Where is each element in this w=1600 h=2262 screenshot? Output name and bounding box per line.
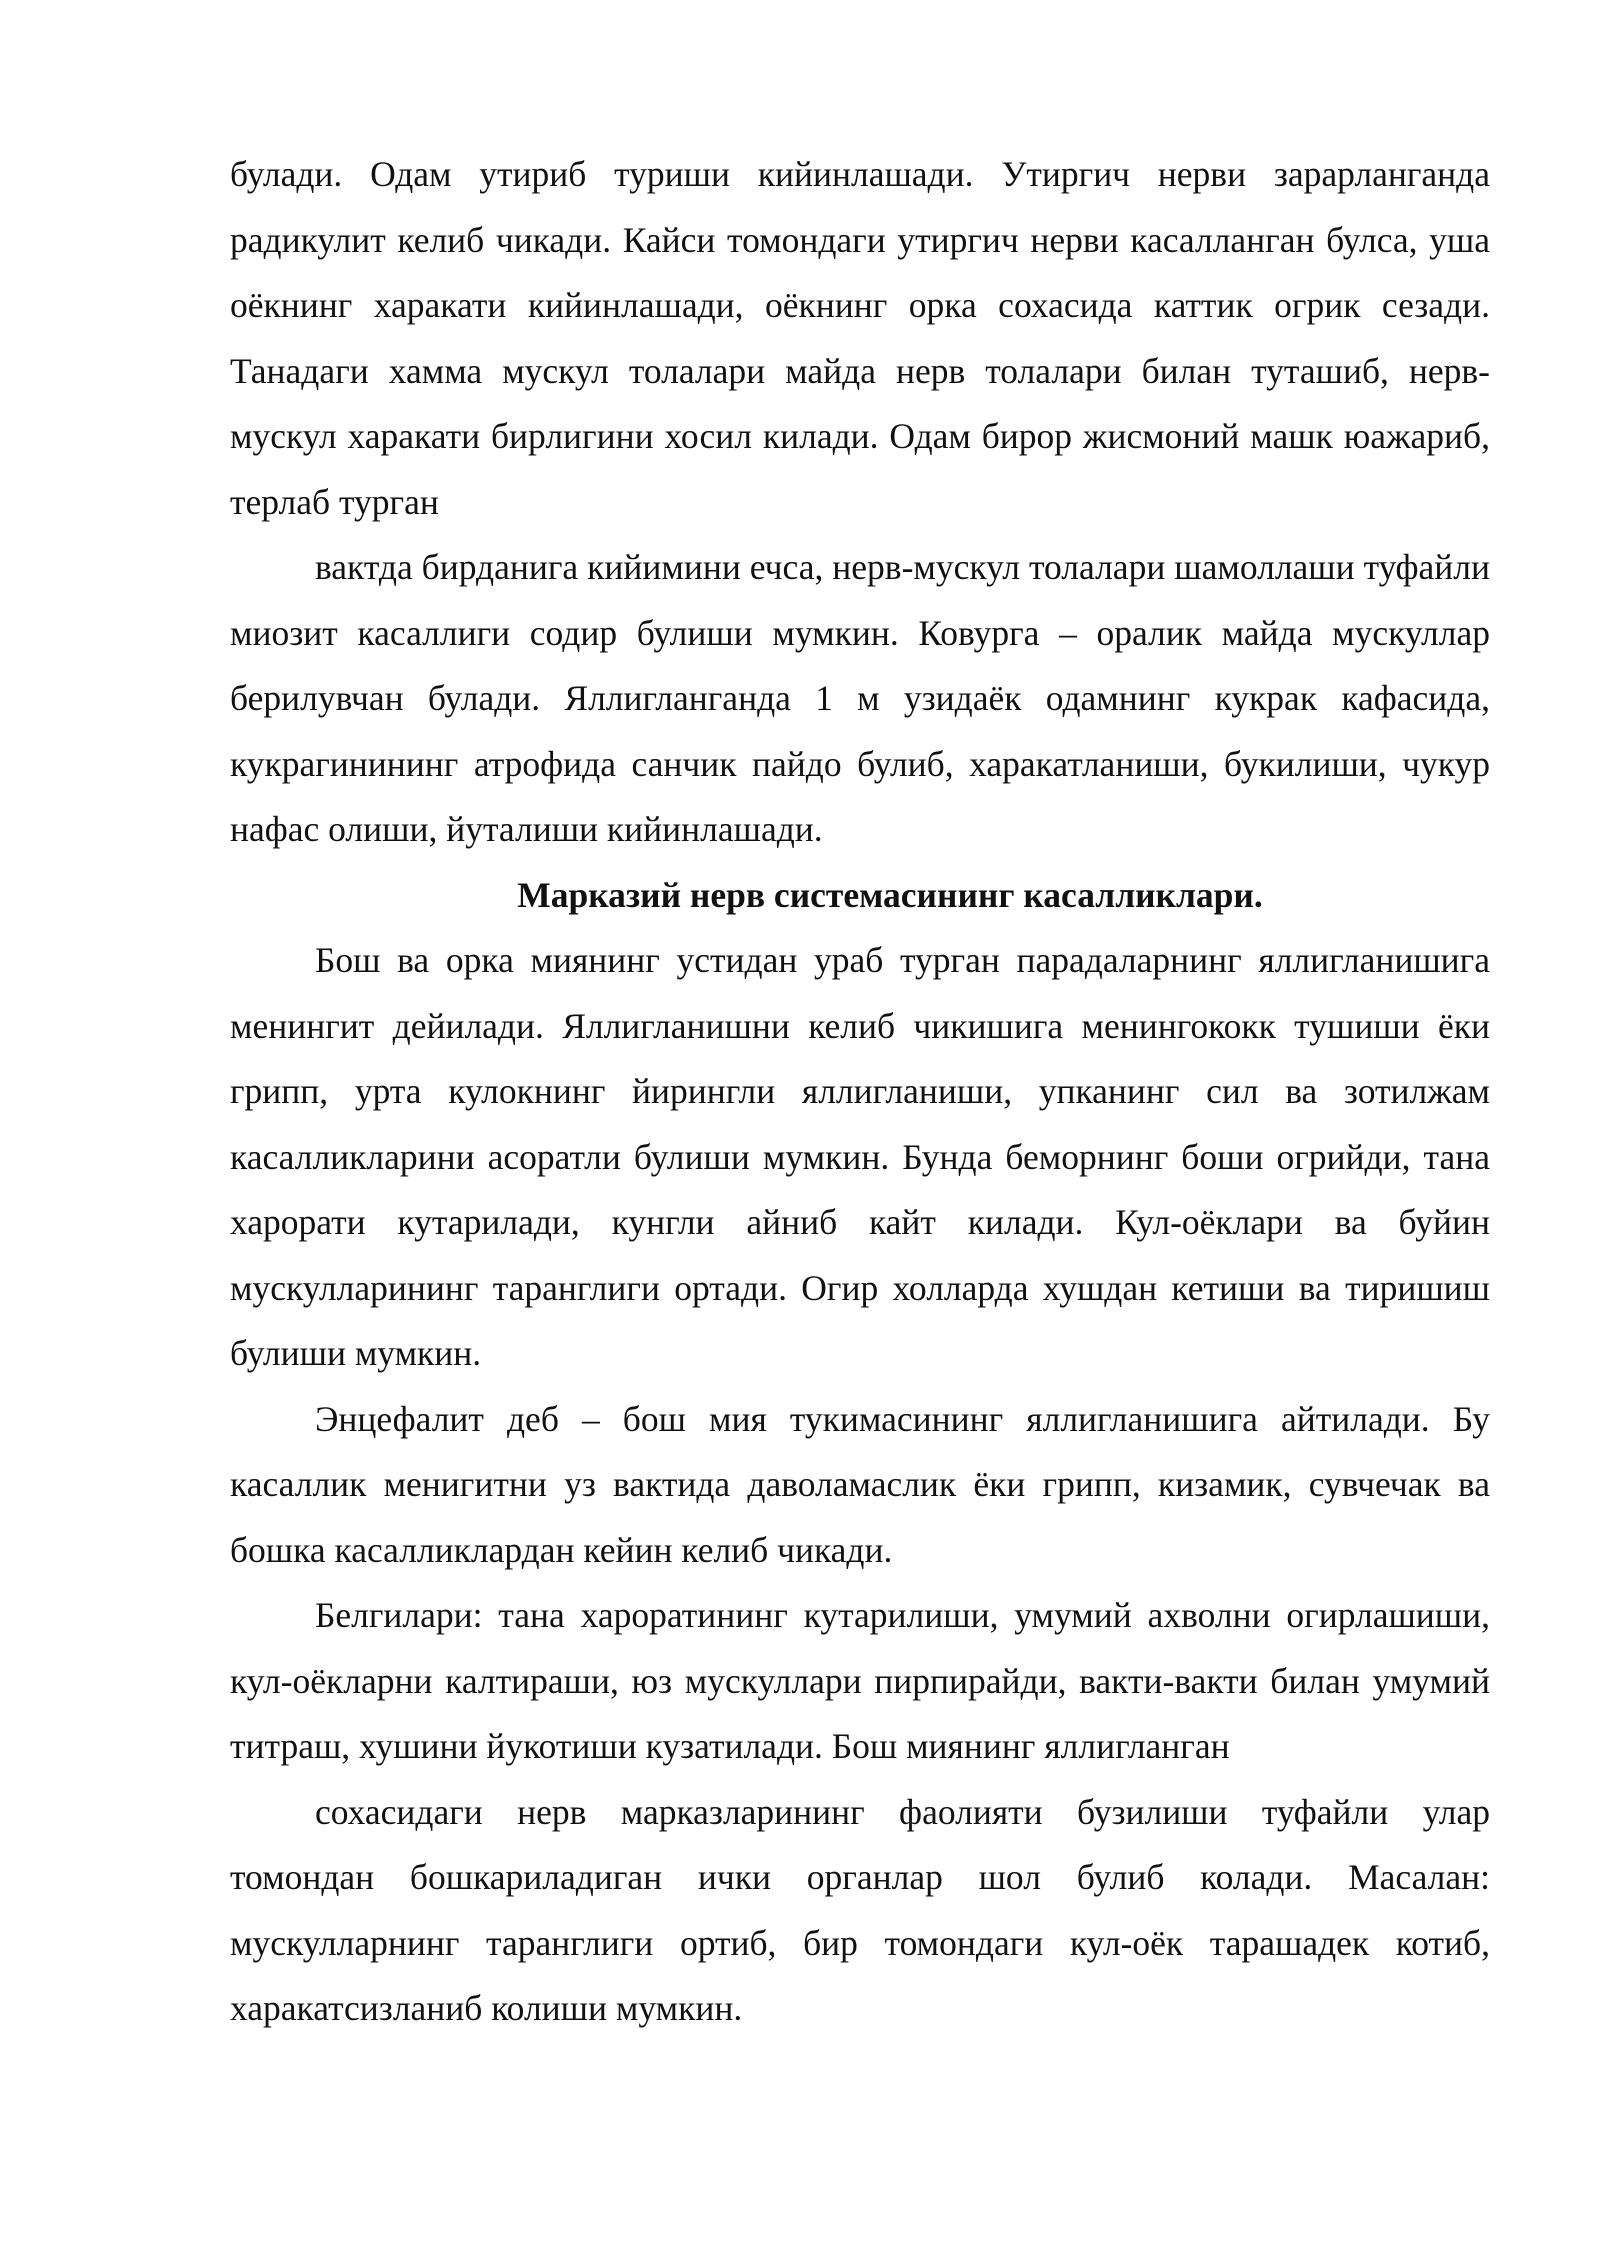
paragraph-sciatica-intro: булади. Одам утириб туриши кийинлашади. Утиргич нерви зарарланганда радикулит келиб чикади. Кайси томондаги утиргич нерви касалланган булса, уша оёкнинг харакати кийинлашади, оёкнинг орка сохасида каттик огрик сезади. Танадаги хамма мускул толалари майда нерв толалари билан туташиб, нерв-мускул харакати бирлигини хосил килади. Одам бирор жисмоний машк юажариб, терлаб турган — [230, 154, 1490, 522]
paragraph-encephalitis: Энцефалит деб – бош мия тукимасининг яллигланишига айтилади. Бу касаллик менигитни уз вактида даволамаслик ёки грипп, кизамик, сувчечак ва бошка касалликлардан кейин келиб чикади. — [230, 1398, 1490, 1570]
paragraph-meningitis: Бош ва орка миянинг устидан ураб турган парадаларнинг яллигланишига менингит дейилади. Яллигланишни келиб чикишига менингококк тушиши ёки грипп, урта кулокнинг йирингли яллигланиши, упканинг сил ва зотилжам касалликларини асоратли булиши мумкин. Бунда беморнинг боши огрийди, тана харорати кутарилади, кунгли айниб кайт килади. Кул-оёклари ва буйин мускулларининг таранглиги ортади. Огир холларда хушдан кетиши ва тиришиш булиши мумкин. — [230, 940, 1490, 1373]
document-page — [230, 142, 1490, 2042]
paragraph-paralysis: сохасидаги нерв марказларининг фаолияти бузилиши туфайли улар томондан бошкариладиган ички органлар шол булиб колади. Масалан: мускулларнинг таранглиги ортиб, бир томондаги кул-оёк тарашадек котиб, харакатсизланиб колиши мумкин. — [230, 1791, 1490, 2028]
paragraph-symptoms: Белгилари: тана хароратининг кутарилиши, умумий ахволни огирлашиши, кул-оёкларни калтираши, юз мускуллари пирпирайди, вакти-вакти билан умумий титраш, хушини йукотиши кузатилади. Бош миянинг яллигланган — [230, 1595, 1490, 1766]
section-heading: Марказий нерв системасининг касалликлари. — [517, 874, 1263, 915]
paragraph-myositis: вактда бирданига кийимини ечса, нерв-мускул толалари шамоллаши туфайли миозит касаллиги содир булиши мумкин. Ковурга – оралик майда мускуллар берилувчан булади. Яллигланганда 1 м узидаёк одамнинг кукрак кафасида, кукрагинининг атрофида санчик пайдо булиб, харакатланиши, букилиши, чукур нафас олиши, йуталиши кийинлашади. — [230, 547, 1490, 849]
